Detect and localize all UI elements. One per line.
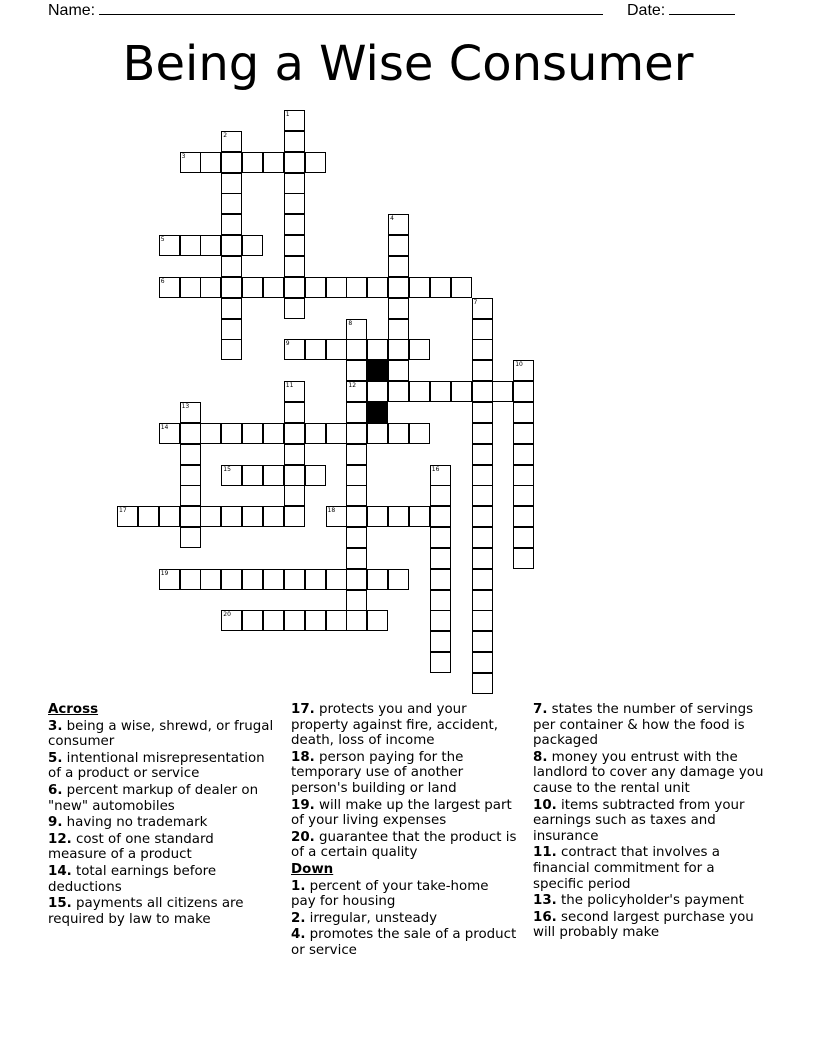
clue-number-label: 4. — [291, 927, 306, 943]
grid-cell[interactable] — [409, 277, 430, 298]
grid-cell[interactable] — [346, 402, 367, 423]
grid-cell[interactable] — [513, 548, 534, 569]
grid-cell[interactable] — [430, 506, 451, 527]
grid-cell[interactable] — [367, 277, 388, 298]
grid-cell[interactable] — [305, 569, 326, 590]
date-label: Date: — [627, 2, 666, 19]
clue-number: 17 — [119, 507, 127, 515]
across-heading: Across — [48, 702, 99, 717]
grid-cell[interactable] — [513, 506, 534, 527]
grid-cell[interactable] — [388, 214, 409, 235]
down-clue: 16. second largest purchase you will probably make — [533, 909, 754, 941]
grid-cell[interactable] — [284, 193, 305, 214]
grid-cell[interactable] — [284, 423, 305, 444]
grid-cell[interactable] — [513, 444, 534, 465]
grid-cell[interactable] — [430, 569, 451, 590]
grid-cell[interactable] — [263, 277, 284, 298]
grid-cell[interactable] — [242, 506, 263, 527]
across-clue: 15. payments all citizens are required by law to make — [48, 896, 244, 927]
page-title: Being a Wise Consumer — [122, 36, 694, 92]
down-clue: 4. promotes the sale of a product or service — [291, 927, 517, 958]
grid-cell[interactable] — [138, 506, 159, 527]
down-clue: 2. irregular, unsteady — [291, 910, 438, 926]
grid-cell[interactable] — [346, 590, 367, 611]
grid-cell[interactable] — [180, 465, 201, 486]
grid-cell[interactable] — [492, 381, 513, 402]
grid-cell[interactable] — [200, 506, 221, 527]
grid-cell[interactable] — [284, 235, 305, 256]
black-cell — [367, 360, 388, 381]
grid-cell[interactable] — [346, 339, 367, 360]
down-clue: 11. contract that involves a financial commitment for a specific period — [533, 845, 720, 892]
grid-cell[interactable] — [221, 610, 242, 631]
grid-cell[interactable] — [388, 256, 409, 277]
grid-cell[interactable] — [284, 214, 305, 235]
down-clue: 10. items subtracted from your earnings such as taxes and insurance — [533, 797, 745, 844]
grid-cell[interactable] — [388, 277, 409, 298]
grid-cell[interactable] — [430, 548, 451, 569]
grid-cell[interactable] — [200, 277, 221, 298]
grid-cell[interactable] — [367, 381, 388, 402]
grid-cell[interactable] — [263, 423, 284, 444]
grid-cell[interactable] — [263, 569, 284, 590]
grid-cell[interactable] — [409, 339, 430, 360]
clue-number-label: 5. — [48, 750, 63, 766]
clues-column-3 — [533, 702, 769, 942]
grid-cell[interactable] — [221, 256, 242, 277]
across-clue: 17. protects you and your property against fire, accident, death, loss of income — [291, 702, 498, 749]
grid-cell[interactable] — [180, 423, 201, 444]
grid-cell[interactable] — [242, 277, 263, 298]
grid-cell[interactable] — [409, 506, 430, 527]
grid-cell[interactable] — [117, 506, 138, 527]
grid-cell[interactable] — [367, 569, 388, 590]
grid-cell[interactable] — [200, 235, 221, 256]
grid-cell[interactable] — [305, 423, 326, 444]
grid-cell[interactable] — [451, 381, 472, 402]
grid-cell[interactable] — [346, 423, 367, 444]
grid-cell[interactable] — [472, 402, 493, 423]
down-clue: 13. the policyholder's payment — [533, 893, 744, 909]
grid-cell[interactable] — [472, 423, 493, 444]
across-clue: 19. will make up the largest part of your living expenses — [291, 797, 512, 829]
grid-cell[interactable] — [326, 339, 347, 360]
grid-cell[interactable] — [472, 548, 493, 569]
grid-cell[interactable] — [472, 569, 493, 590]
grid-cell[interactable] — [221, 319, 242, 340]
grid-cell[interactable] — [221, 569, 242, 590]
clue-number: 15 — [223, 465, 231, 473]
across-clue: 3. being a wise, shrewd, or frugal consumer — [48, 718, 274, 750]
grid-cell[interactable] — [346, 381, 367, 402]
clue-number-label: 6. — [48, 782, 63, 798]
grid-cell[interactable] — [284, 402, 305, 423]
grid-cell[interactable] — [430, 465, 451, 486]
grid-cell[interactable] — [221, 277, 242, 298]
grid-cell[interactable] — [221, 152, 242, 173]
grid-cell[interactable] — [284, 381, 305, 402]
grid-cell[interactable] — [472, 465, 493, 486]
clue-number-label: 7. — [533, 702, 548, 717]
grid-cell[interactable] — [409, 381, 430, 402]
clue-number: 10 — [515, 361, 523, 369]
grid-cell[interactable] — [221, 339, 242, 360]
grid-cell[interactable] — [242, 152, 263, 173]
across-clue: 14. total earnings before deductions — [48, 863, 217, 895]
clue-number: 14 — [160, 423, 169, 431]
grid-cell[interactable] — [180, 444, 201, 465]
grid-cell[interactable] — [221, 506, 242, 527]
clue-number-label: 2. — [291, 910, 306, 926]
grid-cell[interactable] — [430, 590, 451, 611]
across-clue: 6. percent markup of dealer on "new" automobiles — [48, 782, 259, 814]
grid-cell[interactable] — [388, 423, 409, 444]
grid-cell[interactable] — [472, 381, 493, 402]
down-clue: 8. money you entrust with the landlord to cover any damage you cause to the rental unit — [533, 749, 764, 796]
grid-cell[interactable] — [430, 277, 451, 298]
clue-number: 1 — [285, 111, 290, 118]
grid-cell[interactable] — [430, 485, 451, 506]
grid-cell[interactable] — [346, 527, 367, 548]
clue-number: 5 — [160, 236, 165, 244]
grid-cell[interactable] — [513, 402, 534, 423]
grid-cell[interactable] — [346, 465, 367, 486]
grid-cell[interactable] — [346, 360, 367, 381]
clue-number: 20 — [223, 611, 231, 619]
grid-cell[interactable] — [221, 298, 242, 319]
grid-cell[interactable] — [346, 506, 367, 527]
grid-cell[interactable] — [346, 444, 367, 465]
down-clue: 7. states the number of servings per container & how the food is packaged — [533, 702, 754, 749]
grid-cell[interactable] — [326, 506, 347, 527]
clue-number: 8 — [348, 319, 353, 327]
grid-cell[interactable] — [284, 610, 305, 631]
grid-cell[interactable] — [430, 631, 451, 652]
clue-number-label: 13. — [533, 893, 557, 909]
across-clue: 5. intentional misrepresentation of a product or service — [48, 750, 265, 782]
black-cell — [367, 402, 388, 423]
grid-cell[interactable] — [388, 339, 409, 360]
grid-cell[interactable] — [388, 506, 409, 527]
grid-cell[interactable] — [326, 610, 347, 631]
grid-cell[interactable] — [513, 360, 534, 381]
clue-number-label: 19. — [291, 797, 315, 813]
grid-cell[interactable] — [180, 152, 201, 173]
grid-cell[interactable] — [284, 444, 305, 465]
grid-cell[interactable] — [346, 548, 367, 569]
clue-number-label: 17. — [291, 702, 315, 717]
clue-number: 2 — [223, 131, 228, 139]
clue-number-label: 9. — [48, 815, 63, 831]
grid-cell[interactable] — [284, 569, 305, 590]
grid-cell[interactable] — [472, 652, 493, 673]
grid-cell[interactable] — [305, 610, 326, 631]
across-clue: 18. person paying for the temporary use of another person's building or land — [291, 749, 464, 796]
grid-cell[interactable] — [472, 298, 493, 319]
grid-cell[interactable] — [472, 444, 493, 465]
grid-cell[interactable] — [513, 381, 534, 402]
clue-number-label: 20. — [291, 829, 315, 845]
grid-cell[interactable] — [367, 339, 388, 360]
grid-cell[interactable] — [472, 673, 493, 694]
grid-cell[interactable] — [430, 527, 451, 548]
grid-cell[interactable] — [263, 506, 284, 527]
grid-cell[interactable] — [242, 610, 263, 631]
grid-cell[interactable] — [200, 423, 221, 444]
grid-cell[interactable] — [284, 465, 305, 486]
grid-cell[interactable] — [242, 465, 263, 486]
grid-cell[interactable] — [367, 506, 388, 527]
clue-number-label: 16. — [533, 909, 557, 925]
clue-number-label: 3. — [48, 718, 63, 734]
clue-number: 4 — [390, 215, 394, 223]
down-heading: Down — [291, 861, 334, 877]
grid-cell[interactable] — [513, 527, 534, 548]
clue-number-label: 8. — [533, 749, 548, 765]
grid-cell[interactable] — [346, 485, 367, 506]
grid-cell[interactable] — [284, 173, 305, 194]
clue-number-label: 12. — [48, 831, 72, 847]
grid-cell[interactable] — [472, 485, 493, 506]
grid-cell[interactable] — [305, 465, 326, 486]
clue-number-label: 15. — [48, 896, 72, 912]
grid-cell[interactable] — [472, 506, 493, 527]
grid-cell[interactable] — [472, 319, 493, 340]
grid-cell[interactable] — [263, 610, 284, 631]
grid-cell[interactable] — [284, 506, 305, 527]
grid-cell[interactable] — [388, 360, 409, 381]
grid-cell[interactable] — [242, 235, 263, 256]
grid-cell[interactable] — [159, 277, 180, 298]
grid-cell[interactable] — [284, 256, 305, 277]
grid-cell[interactable] — [346, 277, 367, 298]
grid-cell[interactable] — [242, 423, 263, 444]
grid-cell[interactable] — [326, 569, 347, 590]
grid-cell[interactable] — [472, 360, 493, 381]
clue-number: 6 — [160, 277, 165, 285]
grid-cell[interactable] — [367, 610, 388, 631]
grid-cell[interactable] — [159, 506, 180, 527]
grid-cell[interactable] — [221, 465, 242, 486]
grid-cell[interactable] — [180, 485, 201, 506]
grid-cell[interactable] — [430, 381, 451, 402]
grid-cell[interactable] — [284, 339, 305, 360]
grid-cell[interactable] — [326, 277, 347, 298]
grid-cell[interactable] — [472, 590, 493, 611]
grid-cell[interactable] — [221, 214, 242, 235]
grid-cell[interactable] — [159, 235, 180, 256]
clue-number-label: 1. — [291, 878, 306, 894]
grid-cell[interactable] — [284, 152, 305, 173]
grid-cell[interactable] — [284, 485, 305, 506]
grid-cell[interactable] — [284, 131, 305, 152]
clue-number-label: 10. — [533, 797, 557, 813]
grid-cell[interactable] — [451, 277, 472, 298]
grid-cell[interactable] — [159, 423, 180, 444]
grid-cell[interactable] — [513, 465, 534, 486]
grid-cell[interactable] — [221, 235, 242, 256]
grid-cell[interactable] — [263, 152, 284, 173]
clue-number: 12 — [348, 382, 357, 390]
grid-cell[interactable] — [221, 423, 242, 444]
clue-number-label: 14. — [48, 863, 72, 879]
clue-number-label: 11. — [533, 845, 557, 861]
grid-cell[interactable] — [430, 610, 451, 631]
grid-cell[interactable] — [305, 152, 326, 173]
grid-cell[interactable] — [221, 173, 242, 194]
grid-cell[interactable] — [472, 610, 493, 631]
name-label: Name: — [48, 2, 96, 19]
grid-cell[interactable] — [263, 465, 284, 486]
clue-number: 18 — [327, 507, 336, 515]
clue-number: 13 — [181, 402, 190, 410]
grid-cell[interactable] — [346, 319, 367, 340]
grid-cell[interactable] — [180, 527, 201, 548]
across-clue: 20. guarantee that the product is of a certain quality — [291, 829, 517, 861]
grid-cell[interactable] — [472, 631, 493, 652]
grid-cell[interactable] — [513, 423, 534, 444]
grid-cell[interactable] — [305, 277, 326, 298]
grid-cell[interactable] — [180, 506, 201, 527]
grid-cell[interactable] — [221, 193, 242, 214]
grid-cell[interactable] — [284, 277, 305, 298]
grid-cell[interactable] — [388, 235, 409, 256]
grid-cell[interactable] — [388, 319, 409, 340]
grid-cell[interactable] — [180, 277, 201, 298]
clue-number: 19 — [160, 569, 169, 577]
clues-column-1 — [48, 702, 276, 928]
grid-cell[interactable] — [326, 423, 347, 444]
clue-number: 9 — [285, 340, 290, 348]
grid-cell[interactable] — [305, 339, 326, 360]
grid-cell[interactable] — [180, 235, 201, 256]
grid-cell[interactable] — [513, 485, 534, 506]
down-clue: 1. percent of your take-home pay for housing — [291, 878, 489, 910]
grid-cell[interactable] — [409, 423, 430, 444]
grid-cell[interactable] — [284, 110, 305, 131]
clues-column-2 — [291, 702, 517, 960]
clue-number: 16 — [431, 465, 440, 473]
clue-number-label: 18. — [291, 749, 315, 765]
grid-cell[interactable] — [221, 131, 242, 152]
grid-cell[interactable] — [242, 569, 263, 590]
grid-cell[interactable] — [367, 423, 388, 444]
grid-cell[interactable] — [346, 569, 367, 590]
grid-cell[interactable] — [472, 339, 493, 360]
grid-cell[interactable] — [200, 152, 221, 173]
across-clue: 9. having no trademark — [48, 815, 208, 831]
grid-cell[interactable] — [388, 298, 409, 319]
grid-cell[interactable] — [200, 569, 221, 590]
grid-cell[interactable] — [472, 527, 493, 548]
grid-cell[interactable] — [159, 569, 180, 590]
grid-cell[interactable] — [388, 569, 409, 590]
grid-cell[interactable] — [346, 610, 367, 631]
grid-cell[interactable] — [388, 381, 409, 402]
grid-cell[interactable] — [180, 569, 201, 590]
clue-number: 7 — [473, 298, 478, 306]
grid-cell[interactable] — [180, 402, 201, 423]
across-clue: 12. cost of one standard measure of a product — [48, 831, 214, 863]
clue-number: 3 — [181, 152, 186, 160]
grid-cell[interactable] — [284, 298, 305, 319]
grid-cell[interactable] — [430, 652, 451, 673]
clue-number: 11 — [285, 382, 294, 390]
